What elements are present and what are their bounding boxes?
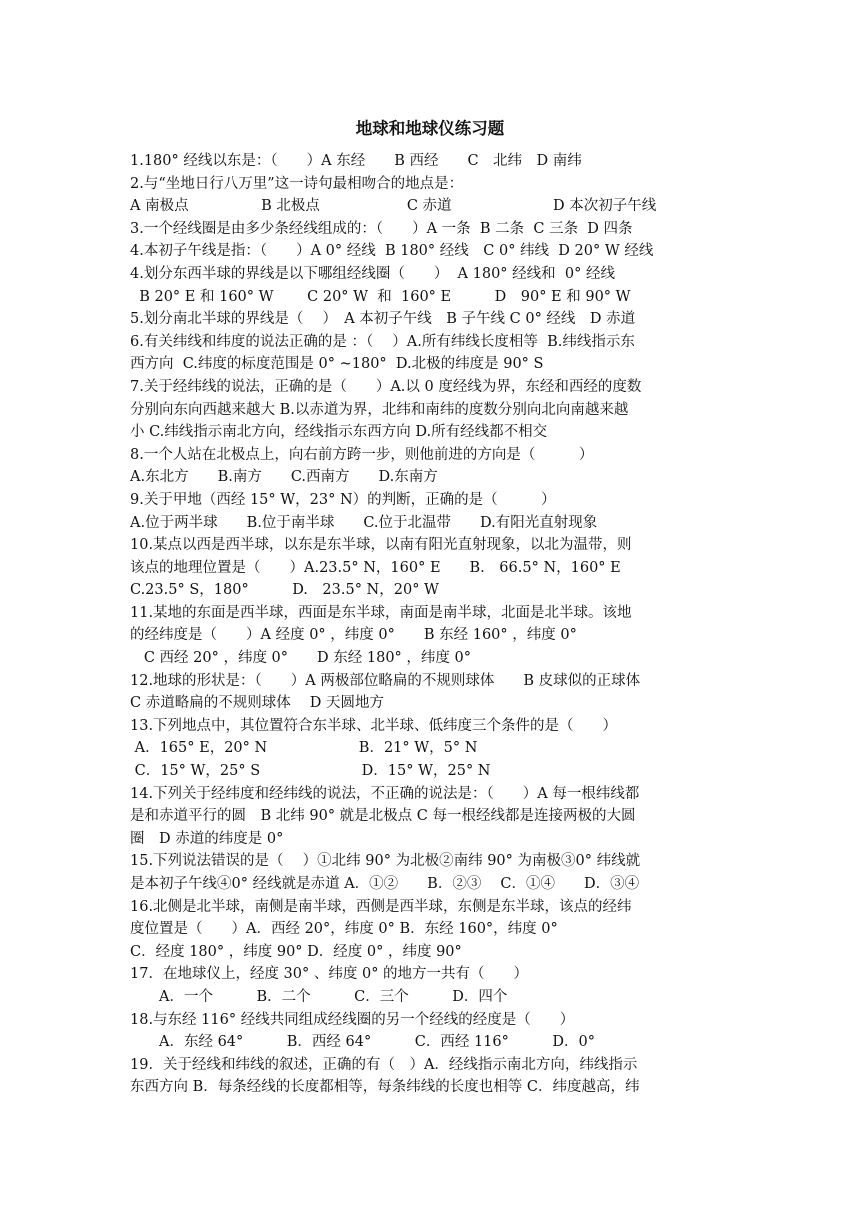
text-line: 7.关于经纬线的说法，正确的是（ ）A.以 0 度经线为界，东经和西经的度数 <box>130 378 642 395</box>
text-line: 14.下列关于经纬度和经纬线的说法，不正确的说法是：（ ）A 每一根纬线都 <box>130 785 640 802</box>
text-line: 18.与东经 116° 经线共同组成经线圈的另一个经线的经度是（ ） <box>130 1011 575 1028</box>
text-line: 9.关于甲地（西经 15° W，23° N）的判断，正确的是（ ） <box>130 491 556 508</box>
text-line: C．经度 180° ，纬度 90° D．经度 0° ，纬度 90° <box>130 943 462 960</box>
text-line: 东西方向 B．每条经线的长度都相等，每条纬线的长度也相等 C．纬度越高，纬 <box>130 1079 640 1096</box>
text-line: C 赤道略扁的不规则球体 D 天圆地方 <box>130 695 385 712</box>
text-line: 2.与“坐地日行八万里”这一诗句最相吻合的地点是： <box>130 175 464 192</box>
text-line: 16.北侧是北半球，南侧是南半球，西侧是西半球，东侧是东半球，该点的经纬 <box>130 898 632 915</box>
text-line: B 20° E 和 160° W C 20° W 和 160° E D 90° E 和 90° W <box>130 288 631 305</box>
text-line: 17．在地球仪上，经度 30° 、纬度 0° 的地方一共有（ ） <box>130 966 529 983</box>
text-line: 4.本初子午线是指：（ ）A 0° 经线 B 180° 经线 C 0° 纬线 D 20° W 经线 <box>130 243 654 260</box>
text-line: 15.下列说法错误的是（ ）①北纬 90° 为北极②南纬 90° 为南极③0° 纬线就 <box>130 853 641 870</box>
text-line: A．东经 64° B．西经 64° C．西经 116° D．0° <box>130 1034 595 1051</box>
text-line: 6.有关纬线和纬度的说法正确的是 ：（ ）A.所有纬线长度相等 B.纬线指示东 <box>130 333 635 350</box>
text-line: 3.一个经线圈是由多少条经线组成的：（ ）A 一条 B 二条 C 三条 D 四条 <box>130 220 633 237</box>
text-line: 是本初子午线④0° 经线就是赤道 A．①② B．②③ C．①④ D．③④ <box>130 876 640 892</box>
text-line: A.位于两半球 B.位于南半球 C.位于北温带 D.有阳光直射现象 <box>130 514 598 531</box>
text-line: C.23.5° S，180° D. 23.5° N，20° W <box>130 582 439 599</box>
document-page <box>130 118 730 1099</box>
text-line: 圈 D 赤道的纬度是 0° <box>130 830 284 847</box>
text-line: 是和赤道平行的圆 B 北纬 90° 就是北极点 C 每一根经线都是连接两极的大圆 <box>130 808 636 825</box>
text-line: 5.划分南北半球的界线是（ ） A 本初子午线 B 子午线 C 0° 经线 D 赤道 <box>130 311 636 328</box>
text-line: 1.180° 经线以东是：（ ）A 东经 B 西经 C 北纬 D 南纬 <box>130 153 582 169</box>
text-line: 12.地球的形状是：（ ）A 两极部位略扁的不规则球体 B 皮球似的正球体 <box>130 672 641 689</box>
text-line: A 南极点 B 北极点 C 赤道 D 本次初子午线 <box>130 198 657 215</box>
text-line: 度位置是（ ）A．西经 20°，纬度 0° B．东经 160°，纬度 0° <box>130 921 558 938</box>
text-line: 10.某点以西是西半球，以东是东半球，以南有阳光直射现象，以北为温带，则 <box>130 537 632 554</box>
text-line: 19．关于经线和纬线的叙述，正确的有（ ）A．经线指示南北方向，纬线指示 <box>130 1056 638 1073</box>
text-line: 13.下列地点中，其位置符合东半球、北半球、低纬度三个条件的是（ ） <box>130 717 618 734</box>
text-line: A．一个 B．二个 C．三个 D．四个 <box>130 988 508 1005</box>
text-line: 小 C.纬线指示南北方向，经线指示东西方向 D.所有经线都不相交 <box>130 424 548 441</box>
text-line: 该点的地理位置是（ ）A.23.5° N，160° E B. 66.5° N，160° E <box>130 559 621 576</box>
text-line: 西方向 C.纬度的标度范围是 0° ~180° D.北极的纬度是 90° S <box>130 356 544 373</box>
text-line: 的经纬度是（ ）A 经度 0° ，纬度 0° B 东经 160° ，纬度 0° <box>130 627 577 644</box>
text-line: C．15° W，25° S D．15° W，25° N <box>130 763 491 780</box>
text-line: A．165° E，20° N B．21° W，5° N <box>130 740 478 757</box>
text-line: 4.划分东西半球的界线是以下哪组经线圈（ ） A 180° 经线和 0° 经线 <box>130 265 615 282</box>
text-line: 11.某地的东面是西半球，西面是东半球，南面是南半球，北面是北半球。该地 <box>130 604 632 621</box>
text-line: C 西经 20° ，纬度 0° D 东经 180° ，纬度 0° <box>130 650 471 667</box>
text-line: 分别向东向西越来越大 B.以赤道为界，北纬和南纬的度数分别向北向南越来越 <box>130 401 629 418</box>
text-line: 8.一个人站在北极点上，向右前方跨一步，则他前进的方向是（ ） <box>130 446 594 463</box>
question-list <box>130 150 730 1099</box>
text-line: A.东北方 B.南方 C.西南方 D.东南方 <box>130 469 438 486</box>
page-title: 地球和地球仪练习题 <box>355 119 505 138</box>
